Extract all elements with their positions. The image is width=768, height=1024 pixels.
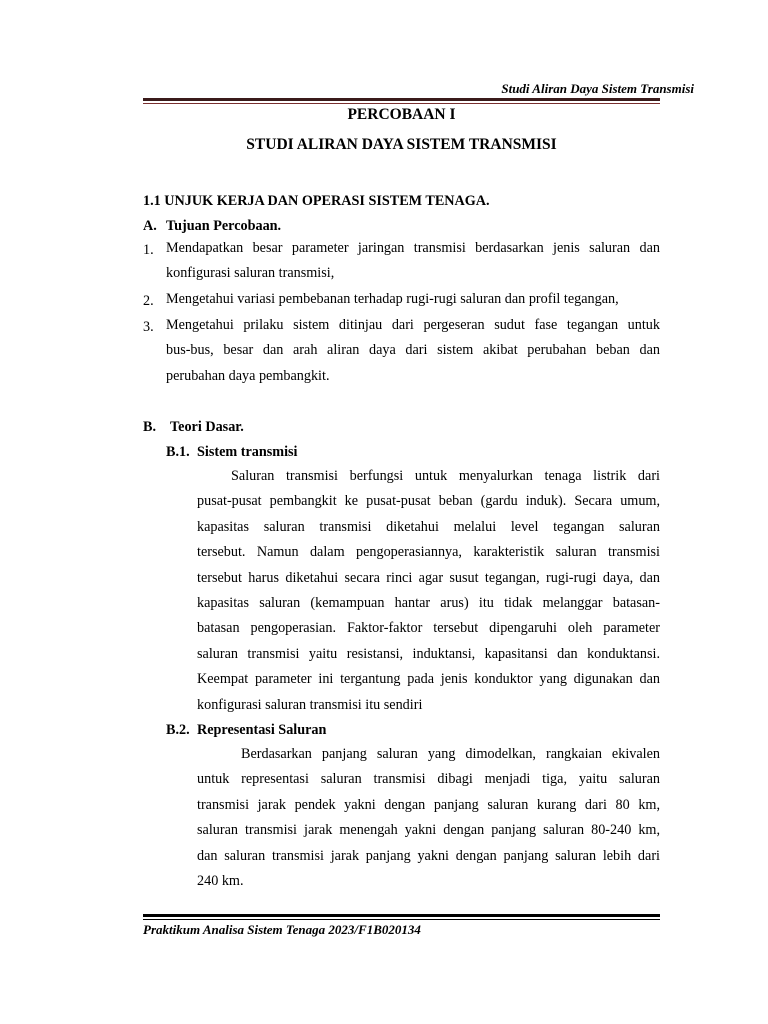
paragraph-line: pusat-pusat pembangkit ke pusat-pusat beban (gardu induk). Secara umum, bbox=[197, 493, 660, 510]
paragraph-line: Berdasarkan panjang saluran yang dimodelkan, rangkaian ekivalen bbox=[241, 746, 660, 762]
paragraph-line: Saluran transmisi berfungsi untuk menyalurkan tenaga listrik dari bbox=[231, 468, 660, 484]
subsection-b1-heading: Sistem transmisi bbox=[197, 444, 298, 460]
paragraph-line: 240 km. bbox=[197, 873, 244, 890]
section-heading: 1.1 UNJUK KERJA DAN OPERASI SISTEM TENAGA. bbox=[143, 193, 490, 209]
part-b-marker: B. bbox=[143, 419, 157, 435]
list-item bbox=[166, 236, 660, 287]
paragraph-line: konfigurasi saluran transmisi itu sendiri bbox=[197, 696, 423, 713]
chapter-title: PERCOBAAN I bbox=[347, 106, 456, 123]
list-item-line: perubahan daya pembangkit. bbox=[166, 367, 330, 384]
paragraph-line: saluran transmisi jarak menengah yakni dengan panjang saluran 80-240 km, bbox=[197, 822, 660, 839]
paragraph-line: batasan pengoperasian. Faktor-faktor tersebut dipengaruhi oleh parameter bbox=[197, 620, 660, 637]
paragraph-line: tersebut. Namun dalam pengoperasiannya, karakteristik saluran transmisi bbox=[197, 544, 660, 561]
list-item-number: 1. bbox=[143, 242, 154, 258]
chapter-subtitle: STUDI ALIRAN DAYA SISTEM TRANSMISI bbox=[246, 136, 557, 153]
footer-rule bbox=[143, 914, 660, 920]
part-a-heading: Tujuan Percobaan. bbox=[166, 218, 282, 234]
list-item bbox=[166, 313, 660, 389]
subsection-b2-marker: B.2. bbox=[166, 722, 190, 738]
list-item-number: 3. bbox=[143, 319, 154, 335]
paragraph-line: Keempat parameter ini tergantung pada jenis konduktor yang digunakan dan bbox=[197, 671, 660, 688]
paragraph-line: kapasitas saluran transmisi diketahui melalui level tegangan saluran bbox=[197, 518, 660, 535]
paragraph-line: transmisi jarak pendek yakni dengan panjang saluran kurang dari 80 km, bbox=[197, 796, 660, 813]
paragraph-line: saluran transmisi yaitu resistansi, induktansi, kapasitansi dan konduktansi. bbox=[197, 645, 660, 662]
list-item-line: Mengetahui variasi pembebanan terhadap rugi-rugi saluran dan profil tegangan, bbox=[166, 291, 619, 307]
list-item-line: Mendapatkan besar parameter jaringan transmisi berdasarkan jenis saluran dan bbox=[166, 240, 660, 256]
paragraph-line: untuk representasi saluran transmisi dibagi menjadi tiga, yaitu saluran bbox=[197, 771, 660, 788]
paragraph-line: dan saluran transmisi jarak panjang yakni dengan panjang saluran lebih dari bbox=[197, 847, 660, 864]
part-b-heading: Teori Dasar. bbox=[170, 419, 244, 435]
list-item-line: bus-bus, besar dan arah aliran daya dari sistem akibat perubahan beban dan bbox=[166, 342, 660, 359]
list-item-number: 2. bbox=[143, 293, 154, 309]
part-a-marker: A. bbox=[143, 218, 157, 234]
subsection-b1-paragraph bbox=[197, 464, 660, 718]
subsection-b1-marker: B.1. bbox=[166, 444, 190, 460]
subsection-b2-heading: Representasi Saluran bbox=[197, 722, 327, 738]
page-footer: Praktikum Analisa Sistem Tenaga 2023/F1B020134 bbox=[143, 922, 421, 937]
list-item-line: konfigurasi saluran transmisi, bbox=[166, 265, 335, 282]
paragraph-line: kapasitas saluran (kemampuan hantar arus) itu tidak melanggar batasan- bbox=[197, 595, 660, 612]
list-item bbox=[166, 287, 660, 312]
subsection-b2-paragraph bbox=[197, 742, 660, 894]
running-header: Studi Aliran Daya Sistem Transmisi bbox=[501, 81, 694, 96]
paragraph-line: tersebut harus diketahui secara rinci agar susut tegangan, rugi-rugi daya, dan bbox=[197, 569, 660, 586]
list-item-line: Mengetahui prilaku sistem ditinjau dari pergeseran sudut fase tegangan untuk bbox=[166, 317, 660, 333]
header-rule bbox=[143, 98, 660, 104]
